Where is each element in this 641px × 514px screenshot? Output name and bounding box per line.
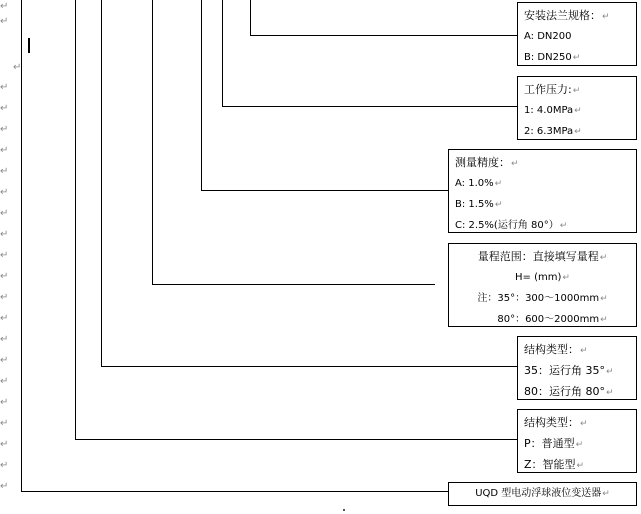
flange-spec-box: 安装法兰规格：↵ A: DN200 B: DN250↵ [517, 2, 637, 66]
accuracy-title: 测量精度： [455, 156, 510, 169]
return-mark: ↵ [0, 313, 9, 324]
connector-product [22, 0, 449, 492]
range-height: H= (mm) [515, 272, 562, 283]
structure-angle-box: 结构类型：↵ 35：运行角 35°↵ 80：运行角 80°↵ [517, 336, 637, 400]
return-mark: ↵ [0, 145, 9, 156]
return-mark: ↵ [0, 250, 9, 261]
accuracy-option-c: C: 2.5%(运行角 80°） [455, 220, 559, 231]
range-box: 量程范围：直接填写量程↵ H= (mm)↵ 注：35°：300～1000mm↵ 80°：600～2000mm↵ [448, 243, 637, 327]
return-mark: ↵ [0, 1, 9, 12]
flange-spec-title: 安装法兰规格： [524, 9, 601, 22]
range-note-35: 注：35°：300～1000mm [477, 293, 600, 304]
pressure-option-2: 2: 6.3MPa [524, 126, 574, 137]
connector-accuracy [202, 0, 449, 191]
structure-type-option-p: P：普通型 [524, 437, 575, 450]
structure-angle-option-35: 35：运行角 35° [524, 364, 605, 377]
product-name: UQD 型电动浮球液位变送器 [475, 488, 602, 499]
return-mark: ↵ [13, 62, 22, 73]
accuracy-box: 测量精度：↵ A: 1.0%↵ B: 1.5%↵ C: 2.5%(运行角 80°）↵ [448, 149, 637, 233]
accuracy-option-b: B: 1.5% [455, 199, 494, 210]
return-mark: ↵ [0, 355, 9, 366]
return-mark: ↵ [0, 418, 9, 429]
return-mark: ↵ [0, 334, 9, 345]
pressure-box: 工作压力:↵ 1: 4.0MPa↵ 2: 6.3MPa↵ [517, 76, 637, 140]
return-mark: ↵ [0, 82, 9, 93]
structure-type-box: 结构类型：↵ P：普通型↵ Z：智能型↵ [517, 409, 637, 473]
pressure-title: 工作压力: [524, 83, 572, 96]
return-mark: ↵ [0, 481, 9, 492]
accuracy-option-a: A: 1.0% [455, 178, 494, 189]
return-mark: ↵ [0, 439, 9, 450]
flange-option-b: B: DN250 [524, 52, 572, 63]
flange-option-a: A: DN200 [524, 31, 572, 42]
range-note-80: 80°：600～2000mm [497, 314, 600, 325]
stray-dot [343, 509, 345, 511]
structure-angle-title: 结构类型： [524, 343, 579, 356]
return-mark: ↵ [0, 292, 9, 303]
return-mark: ↵ [0, 376, 9, 387]
return-mark: ↵ [0, 229, 9, 240]
connector-flange [251, 0, 518, 36]
return-mark: ↵ [0, 16, 9, 27]
connector-pressure [223, 0, 518, 107]
return-mark: ↵ [0, 397, 9, 408]
connector-range [153, 0, 436, 285]
return-mark: ↵ [0, 271, 9, 282]
product-name-box: UQD 型电动浮球液位变送器↵ [448, 482, 637, 506]
return-mark: ↵ [0, 187, 9, 198]
return-mark: ↵ [0, 460, 9, 471]
return-mark: ↵ [0, 208, 9, 219]
return-mark: ↵ [0, 103, 9, 114]
return-mark: ↵ [0, 124, 9, 135]
return-mark: ↵ [0, 166, 9, 177]
structure-type-title: 结构类型： [524, 416, 579, 429]
structure-type-option-z: Z：智能型 [524, 458, 576, 471]
structure-angle-option-80: 80：运行角 80° [524, 385, 605, 398]
range-title: 量程范围：直接填写量程 [477, 250, 599, 263]
pressure-option-1: 1: 4.0MPa [524, 105, 574, 116]
